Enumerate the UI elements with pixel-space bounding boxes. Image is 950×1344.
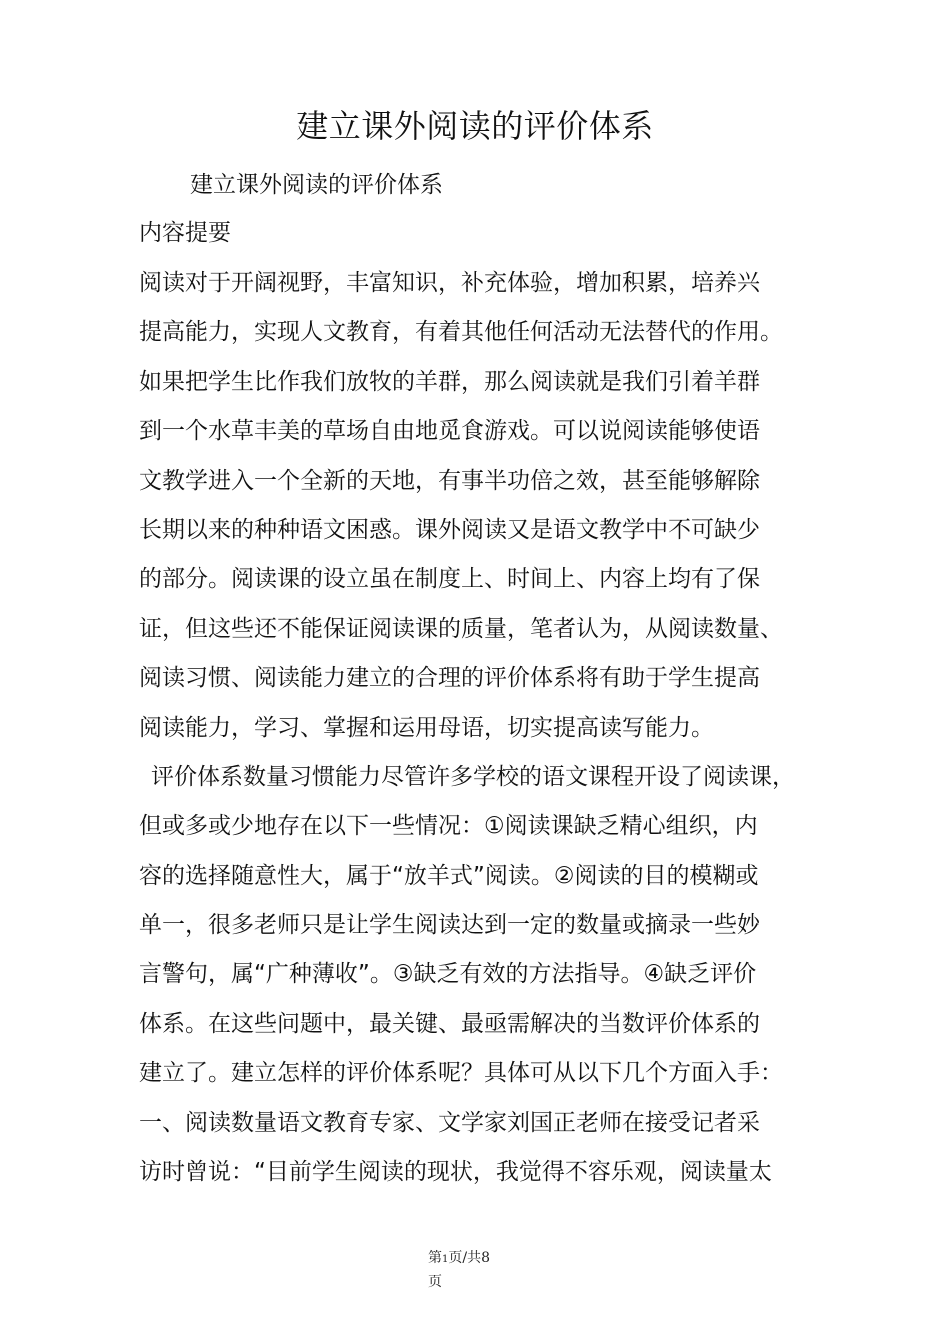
document-body [139,266,839,1204]
total-pages: 8 [481,1250,491,1266]
body-line: 体系。在这些问题中，最关键、最亟需解决的当数评价体系的 [139,1010,760,1037]
body-line: 阅读对于开阔视野，丰富知识，补充体验，增加积累，培养兴 [139,270,760,296]
body-line: 容的选择随意性大，属于“放羊式”阅读。②阅读的目的模糊或 [139,862,759,889]
body-line: 阅读习惯、阅读能力建立的合理的评价体系将有助于学生提高 [139,665,760,692]
body-line: 长期以来的种种语文困惑。课外阅读又是语文教学中不可缺少 [139,516,760,543]
body-line: 文教学进入一个全新的天地，有事半功倍之效，甚至能够解除 [139,467,760,494]
body-line: 单一，很多老师只是让学生阅读达到一定的数量或摘录一些妙 [139,912,760,939]
footer-suffix: 页 [428,1274,442,1290]
document-subtitle: 建立课外阅读的评价体系 [190,172,443,198]
document-title: 建立课外阅读的评价体系 [296,107,654,145]
footer-prefix: 第 [428,1250,442,1266]
page-footer [428,1247,538,1293]
body-line: 但或多或少地存在以下一些情况：①阅读课缺乏精心组织，内 [139,813,758,840]
body-line: 言警句，属“广种薄收”。③缺乏有效的方法指导。④缺乏评价 [139,961,757,988]
page-number: 1 [442,1254,449,1265]
footer-middle: 页/共 [448,1250,482,1266]
body-line: 建立了。建立怎样的评价体系呢？具体可从以下几个方面入手： [139,1060,783,1087]
body-line: 如果把学生比作我们放牧的羊群，那么阅读就是我们引着羊群 [139,368,760,395]
body-line: 阅读能力，学习、掌握和运用母语，切实提高读写能力。 [139,714,714,741]
body-line: 评价体系数量习惯能力尽管许多学校的语文课程开设了阅读课， [151,763,795,790]
body-line: 证，但这些还不能保证阅读课的质量，笔者认为，从阅读数量、 [139,615,783,642]
body-line: 一、阅读数量语文教育专家、文学家刘国正老师在接受记者采 [139,1109,760,1136]
section-heading-summary: 内容提要 [139,220,231,246]
page-counter [428,1247,538,1271]
body-line: 的部分。阅读课的设立虽在制度上、时间上、内容上均有了保 [139,566,760,593]
body-line: 提高能力，实现人文教育，有着其他任何活动无法替代的作用。 [139,319,783,346]
body-line: 访时曾说：“目前学生阅读的现状，我觉得不容乐观，阅读量太 [139,1159,772,1186]
body-line: 到一个水草丰美的草场自由地觅食游戏。可以说阅读能够使语 [139,418,760,445]
